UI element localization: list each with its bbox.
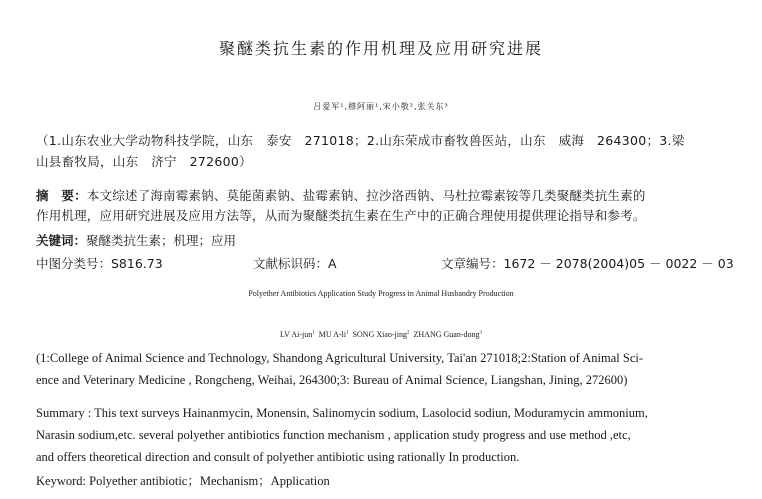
affiliation-en-line-1: (1:College of Animal Science and Technology, Shandong Agricultural University, Tai'an 271018;2:Station of Animal Sci- bbox=[36, 351, 644, 365]
abstract-zh-line-1 bbox=[36, 186, 646, 204]
summary-en-line-1: Summary : This text surveys Hainanmycin, Monensin, Salinomycin sodium, Lasolocid sodiun, Moduramycin ammonium, bbox=[36, 406, 648, 420]
paper-title-en: Polyether Antibiotics Application Study Progress in Animal Husbandry Production bbox=[248, 289, 514, 298]
keywords-en: Keyword: Polyether antibiotic；Mechanism；Application bbox=[36, 474, 330, 488]
summary-en-line-2: Narasin sodium,etc. several polyether antibiotics function mechanism , application study progress and use method ,etc, bbox=[36, 428, 631, 442]
affiliation-zh-line-2: 山县畜牧局，山东 济宁 272600） bbox=[36, 154, 252, 169]
affiliation-zh-line-1: （1.山东农业大学动物科技学院，山东 泰安 271018；2.山东荣成市畜牧兽医站，山东 威海 264300；3.梁 bbox=[36, 133, 685, 148]
keywords-zh-label: 关键词： bbox=[36, 233, 87, 248]
clc-number: 中图分类号：S816.73 bbox=[36, 256, 163, 271]
author-affiliation-mark: 1 bbox=[346, 330, 349, 336]
author-affiliation-mark: 1 bbox=[312, 330, 315, 336]
affiliation-en-line-2: ence and Veterinary Medicine , Rongcheng, Weihai, 264300;3: Bureau of Animal Science, Liangshan, Jining, 272600) bbox=[36, 373, 628, 387]
keywords-zh bbox=[36, 231, 236, 249]
paper-title-zh: 聚醚类抗生素的作用机理及应用研究进展 bbox=[218, 39, 543, 58]
author-en: MU A-li bbox=[318, 330, 347, 339]
document-code: 文献标识码：A bbox=[253, 256, 337, 271]
author-en: ZHANG Guan-dong bbox=[413, 330, 480, 339]
author-en: SONG Xiao-jing bbox=[352, 330, 408, 339]
author-list-en bbox=[0, 330, 762, 339]
keywords-zh-text: 聚醚类抗生素；机理；应用 bbox=[86, 233, 237, 248]
author-affiliation-mark: 3 bbox=[479, 330, 482, 336]
abstract-zh-label: 摘 要： bbox=[36, 188, 87, 203]
author-list-zh: 吕爱军¹,穆阿丽¹,宋小敬²,张关东³ bbox=[313, 102, 449, 111]
abstract-zh-text-1: 本文综述了海南霉素钠、莫能菌素钠、盐霉素钠、拉沙洛西钠、马杜拉霉素铵等几类聚醚类抗生素的 bbox=[86, 188, 646, 203]
author-affiliation-mark: 2 bbox=[407, 330, 410, 336]
abstract-zh-line-2: 作用机理，应用研究进展及应用方法等，从而为聚醚类抗生素在生产中的正确合理使用提供理论指导和参考。 bbox=[36, 208, 646, 223]
author-en: LV Ai-jun bbox=[280, 330, 313, 339]
summary-en-line-3: and offers theoretical direction and consult of polyether antibiotic using rationally In production. bbox=[36, 450, 520, 464]
article-number: 文章编号：1672 － 2078(2004)05 － 0022 － 03 bbox=[441, 256, 734, 271]
